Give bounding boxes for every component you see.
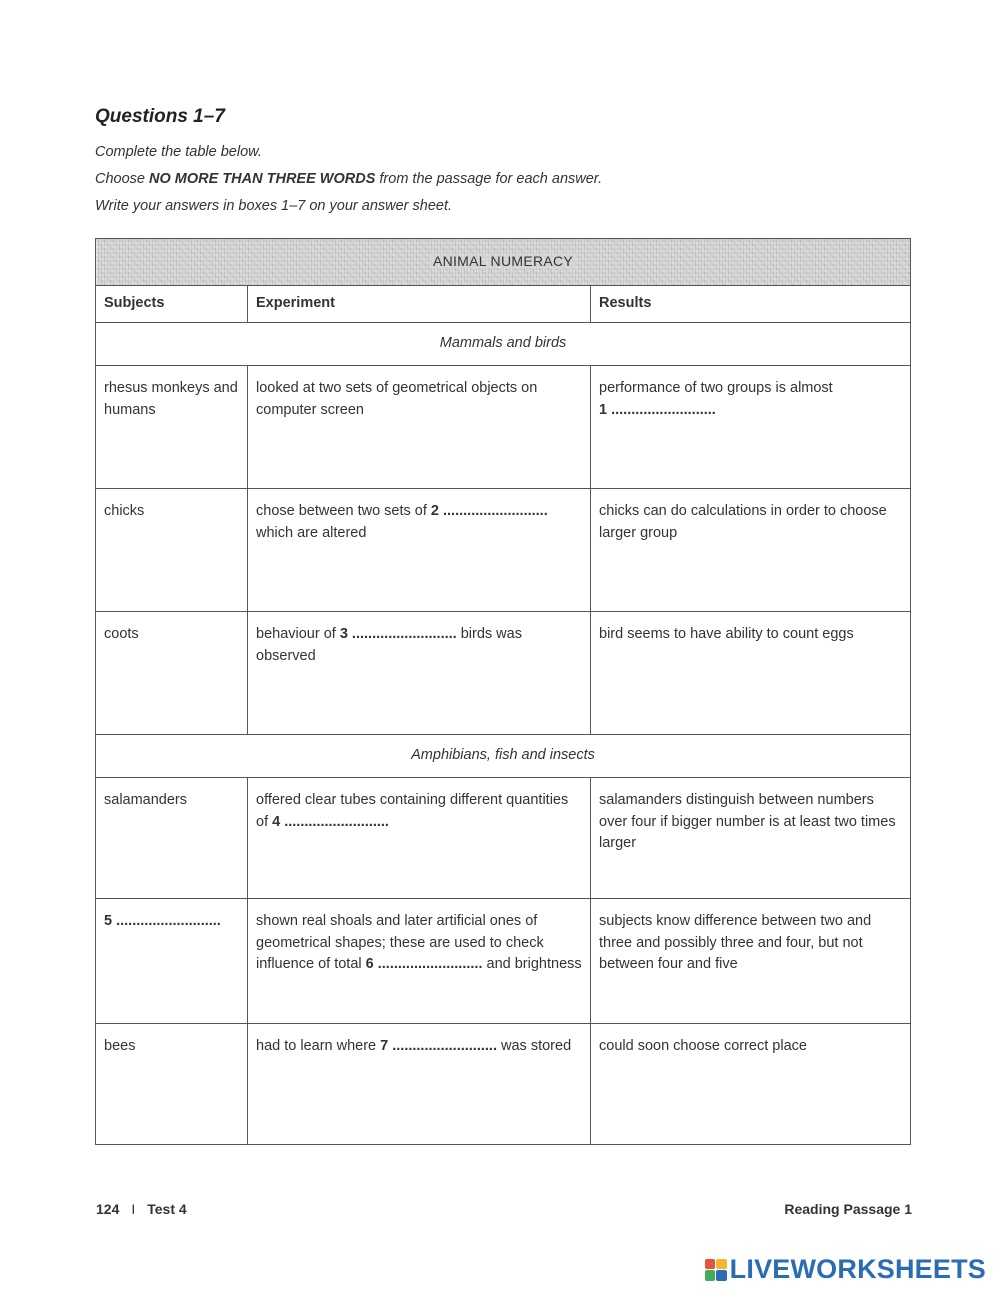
liveworksheets-logo-icon — [705, 1259, 727, 1281]
table-row — [96, 366, 911, 489]
answer-blank-6[interactable]: 6 .......................... — [365, 956, 483, 972]
experiment-cell — [248, 612, 591, 735]
header-subjects: Subjects — [96, 286, 248, 323]
experiment-text-pre: behaviour of — [256, 626, 340, 642]
instruction-word-limit-post: from the passage for each answer. — [375, 171, 603, 187]
table-row — [96, 778, 911, 899]
subjects-cell: rhesus monkeys and humans — [96, 366, 248, 489]
table-row — [96, 489, 911, 612]
subjects-cell: coots — [96, 612, 248, 735]
subjects-cell: salamanders — [96, 778, 248, 899]
results-cell: could soon choose correct place — [591, 1024, 911, 1145]
animal-numeracy-table — [95, 238, 911, 1145]
answer-blank-5[interactable]: 5 .......................... — [104, 913, 221, 929]
table-row — [96, 899, 911, 1024]
answer-blank-4[interactable]: 4 .......................... — [272, 813, 389, 830]
answer-blank-3[interactable]: 3 .......................... — [339, 626, 457, 642]
instruction-word-limit-pre: Choose — [95, 171, 150, 187]
table-row — [96, 1024, 911, 1145]
footer-test-label: Test 4 — [147, 1201, 187, 1217]
experiment-text-pre: had to learn where — [256, 1038, 381, 1054]
page-number: 124 — [96, 1201, 120, 1217]
footer-left — [96, 1201, 187, 1217]
answer-blank-1[interactable]: 1 .......................... — [599, 401, 716, 418]
header-experiment: Experiment — [248, 286, 591, 323]
footer-separator: I — [131, 1201, 136, 1217]
results-text: performance of two groups is almost — [599, 380, 833, 396]
table-row — [96, 612, 911, 735]
results-cell: bird seems to have ability to count eggs — [591, 612, 911, 735]
logo-square — [716, 1270, 727, 1281]
logo-square — [705, 1259, 716, 1270]
results-cell — [591, 366, 911, 489]
results-cell: salamanders distinguish between numbers over four if bigger number is at least two times larger — [591, 778, 911, 899]
answer-blank-7[interactable]: 7 .......................... — [380, 1038, 497, 1054]
section-mammals-birds: Mammals and birds — [96, 323, 911, 366]
instruction-complete-table: Complete the table below. — [95, 144, 262, 160]
experiment-text-pre: chose between two sets of — [256, 503, 431, 519]
questions-heading: Questions 1–7 — [95, 106, 225, 127]
logo-square — [705, 1270, 716, 1281]
subjects-cell — [96, 899, 248, 1024]
subjects-cell: bees — [96, 1024, 248, 1145]
instruction-word-limit — [95, 171, 602, 187]
header-results: Results — [591, 286, 911, 323]
instruction-word-limit-bold: NO MORE THAN THREE WORDS — [149, 171, 376, 187]
experiment-cell — [248, 489, 591, 612]
liveworksheets-watermark — [705, 1254, 986, 1285]
experiment-text-post: and brightness — [482, 956, 582, 972]
section-amphibians-fish-insects: Amphibians, fish and insects — [96, 735, 911, 778]
liveworksheets-text: LIVEWORKSHEETS — [729, 1254, 986, 1284]
experiment-cell — [248, 778, 591, 899]
logo-square — [716, 1259, 727, 1270]
experiment-text-post: birds was observed — [256, 626, 522, 664]
footer-passage-label: Reading Passage 1 — [784, 1201, 912, 1217]
experiment-text-post: which are altered — [256, 524, 367, 541]
experiment-text-pre: shown real shoals and later artificial ones of geometrical shapes; these are used to check influence of total — [256, 913, 544, 972]
answer-blank-2[interactable]: 2 .......................... — [430, 503, 548, 519]
results-cell: subjects know difference between two and three and possibly three and four, but not between four and five — [591, 899, 911, 1024]
experiment-cell — [248, 1024, 591, 1145]
table-title: ANIMAL NUMERACY — [96, 239, 911, 286]
experiment-text-pre: offered clear tubes containing different quantities of — [256, 792, 569, 830]
experiment-text-post: was stored — [496, 1038, 572, 1054]
experiment-cell — [248, 899, 591, 1024]
results-cell: chicks can do calculations in order to choose larger group — [591, 489, 911, 612]
instruction-answer-sheet: Write your answers in boxes 1–7 on your answer sheet. — [95, 198, 453, 214]
experiment-cell: looked at two sets of geometrical objects on computer screen — [248, 366, 591, 489]
subjects-cell: chicks — [96, 489, 248, 612]
